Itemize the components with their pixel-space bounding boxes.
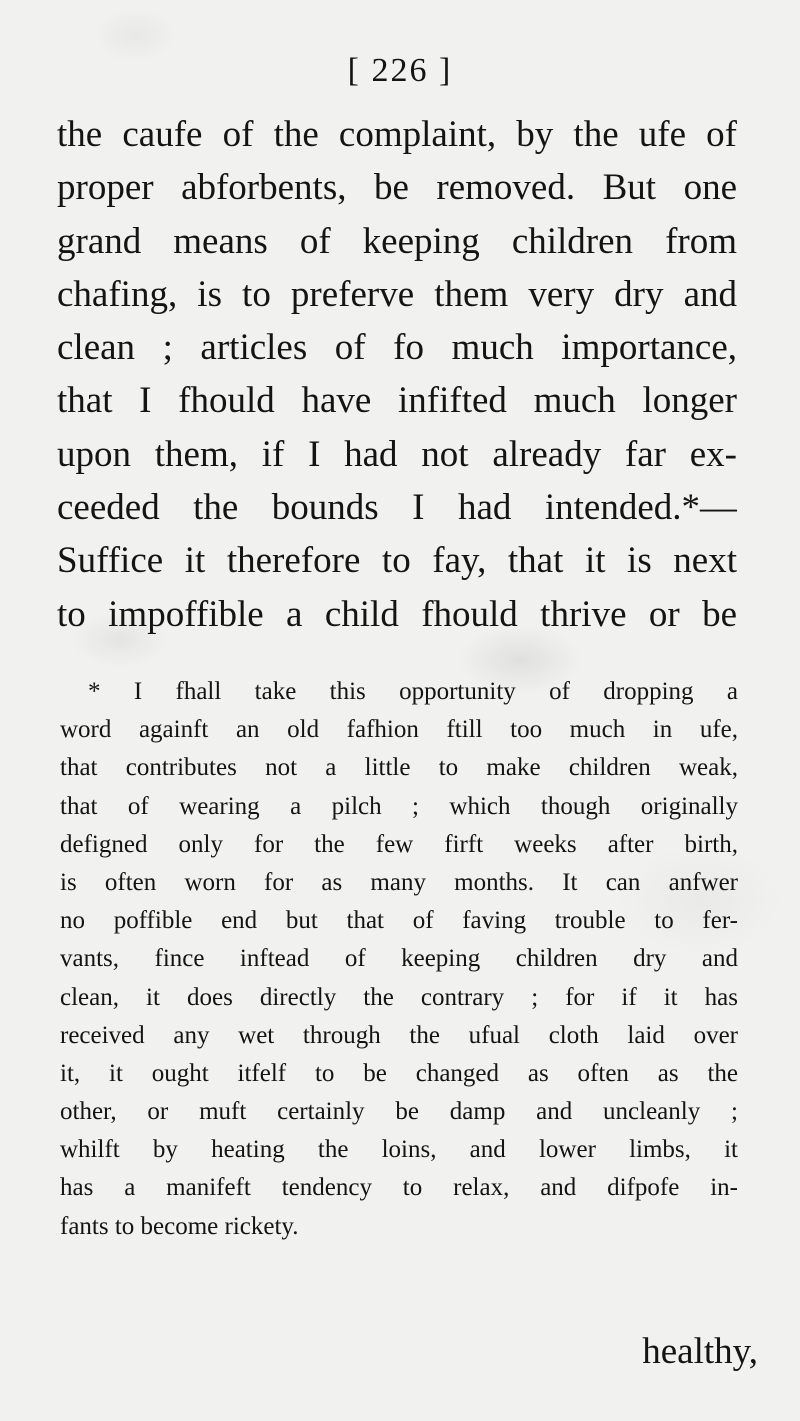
page-number: [ 226 ] (347, 52, 453, 89)
footnote-line: vants, fince inftead of keeping children dry and (60, 945, 738, 973)
main-text-line: upon them, if I had not already far ex- (57, 433, 737, 475)
main-text-line: clean ; articles of fo much importance, (57, 327, 737, 369)
main-text-block (57, 108, 737, 641)
footnote-line: other, or muft certainly be damp and uncleanly ; (60, 1098, 738, 1126)
main-text-line: chafing, is to preferve them very dry and (57, 273, 737, 315)
footnote-line: no poffible end but that of faving trouble to fer- (60, 907, 738, 935)
main-text-line: proper abforbents, be removed. But one (57, 167, 737, 209)
footnote-line: * I fhall take this opportunity of dropping a (88, 678, 738, 705)
main-text-line: that I fhould have infifted much longer (57, 380, 737, 422)
main-text-line: grand means of keeping children from (57, 220, 737, 262)
footnote-line: received any wet through the ufual cloth laid over (60, 1021, 738, 1049)
footnote-line: has a manifeft tendency to relax, and difpofe in- (60, 1174, 738, 1202)
footnote-line: fants to become rickety. (60, 1212, 299, 1240)
footnote-line: is often worn for as many months. It can anfwer (60, 868, 738, 896)
footnote-line: it, it ought itfelf to be changed as often as the (60, 1059, 738, 1087)
footnote-block (60, 673, 738, 1246)
main-text-line: ceeded the bounds I had intended.*— (57, 487, 737, 529)
footnote-line: word againft an old fafhion ftill too much in ufe, (60, 716, 738, 744)
main-text-line: Suffice it therefore to fay, that it is next (57, 540, 737, 582)
footnote-line: whilft by heating the loins, and lower limbs, it (60, 1136, 738, 1164)
main-text-line: to impoffible a child fhould thrive or be (57, 593, 737, 635)
main-text-line: the caufe of the complaint, by the ufe of (57, 114, 737, 155)
catchword: healthy, (642, 1331, 758, 1372)
footnote-line: that contributes not a little to make children weak, (60, 754, 738, 782)
footnote-line: defigned only for the few firft weeks after birth, (60, 830, 738, 858)
footnote-line: that of wearing a pilch ; which though originally (60, 792, 738, 820)
footnote-line: clean, it does directly the contrary ; for if it has (60, 983, 738, 1011)
